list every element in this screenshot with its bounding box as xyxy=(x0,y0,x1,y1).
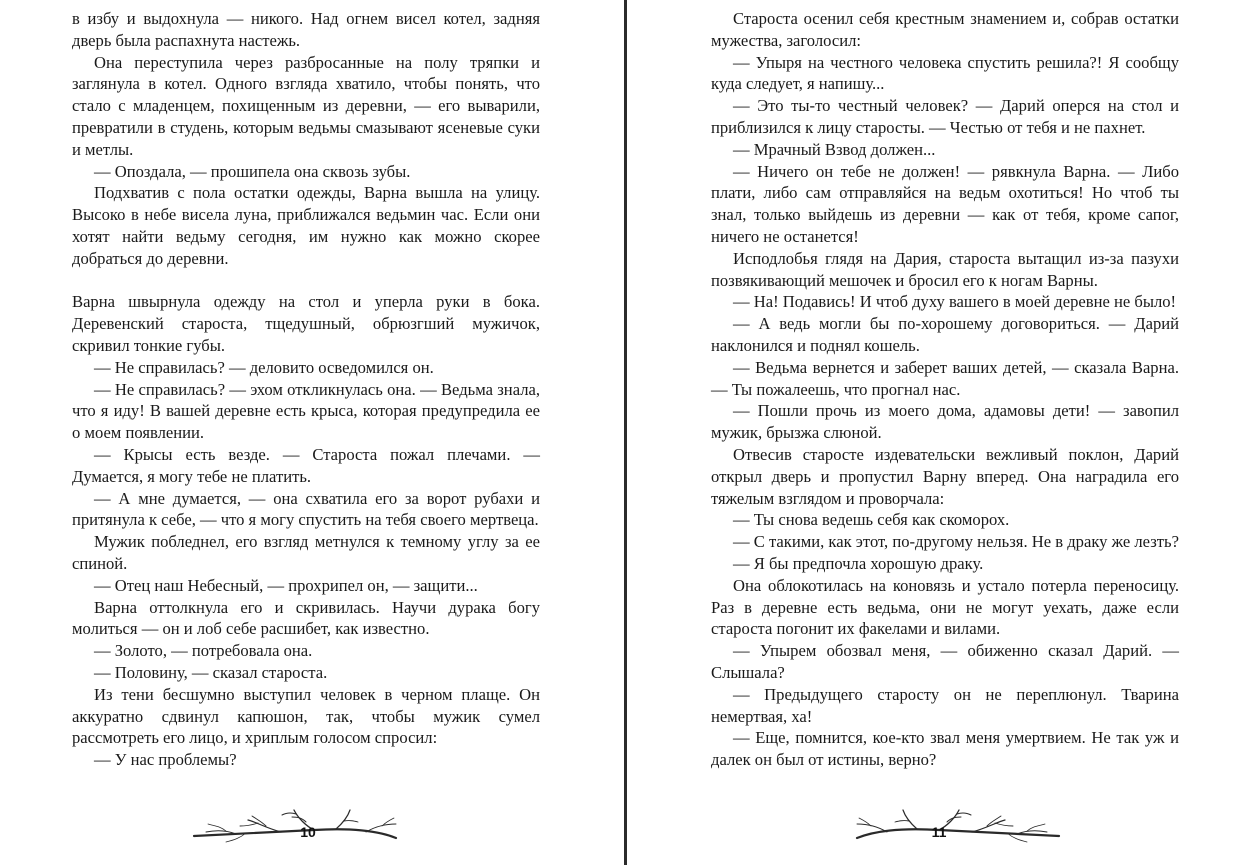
paragraph: — Не справилась? — эхом откликнулась она. — Ведьма знала, что я иду! В вашей деревне есть крыса, которая предупредила ее о моем появлении. xyxy=(72,379,540,443)
paragraph: Подхватив с пола остатки одежды, Варна вышла на улицу. Высоко в небе висела луна, приближался ведьмин час. Если они хотят найти ведьму сегодня, им нужно как можно скорее добраться до деревни. xyxy=(72,183,540,268)
paragraph: — Половину, — сказал староста. xyxy=(94,662,328,682)
paragraph: Из тени бесшумно выступил человек в черном плаще. Он аккуратно сдвинул капюшон, так, чтобы мужик сумел рассмотреть его лицо, и хриплым голосом спросил: xyxy=(72,684,540,748)
paragraph: Она переступила через разбросанные на полу тряпки и заглянула в котел. Одного взгляда хватило, чтобы понять, что стало с младенцем, похищенным из деревни, — его выварили, превратили в студень, которым ведьмы смазывают ясеневые суки и метлы. xyxy=(72,52,540,159)
paragraph: — Ведьма вернется и заберет ваших детей, — сказала Варна. — Ты пожалеешь, что прогнал нас. xyxy=(711,357,1179,399)
paragraph: — Ты снова ведешь себя как скоморох. xyxy=(733,510,1010,530)
paragraph: Мужик побледнел, его взгляд метнулся к темному углу за ее спиной. xyxy=(72,532,540,573)
paragraph: — Крысы есть везде. — Староста пожал плечами. — Думается, я могу тебе не платить. xyxy=(72,444,540,486)
paragraph: в избу и выдохнула — никого. Над огнем висел котел, задняя дверь была распахнута настежь. xyxy=(72,9,540,50)
paragraph: Варна швырнула одежду на стол и уперла руки в бока. Деревенский староста, тщедушный, обрюзгший мужичок, скривил тонкие губы. xyxy=(72,292,540,355)
right-page-text xyxy=(711,8,1179,771)
paragraph: Отвесив старосте издевательски вежливый поклон, Дарий открыл дверь и пропустил Варну вперед. Она наградила его тяжелым взглядом и проворчала: xyxy=(711,444,1179,508)
paragraph: — Я бы предпочла хорошую драку. xyxy=(733,553,984,573)
paragraph: Варна оттолкнула его и скривилась. Научи дурака богу молиться — он и лоб себе расшибет, как известно. xyxy=(72,597,540,639)
paragraph: — Предыдущего старосту он не переплюнул. Тварина немертвая, ха! xyxy=(711,684,1179,726)
paragraph: — А ведь могли бы по-хорошему договориться. — Дарий наклонился и поднял кошель. xyxy=(711,314,1179,355)
paragraph: — Опоздала, — прошипела она сквозь зубы. xyxy=(94,161,411,181)
paragraph: Староста осенил себя крестным знамением и, собрав остатки мужества, заголосил: xyxy=(711,9,1179,50)
paragraph: Исподлобья глядя на Дария, староста вытащил из-за пазухи позвякивающий мешочек и бросил его к ногам Варны. xyxy=(711,248,1179,290)
paragraph: — Золото, — потребовала она. xyxy=(94,641,313,661)
page-number: 11 xyxy=(931,824,947,840)
page-number: 10 xyxy=(300,824,316,840)
paragraph: — Упыря на честного человека спустить решила?! Я сообщу куда следует, я напишу... xyxy=(711,52,1179,94)
paragraph: — На! Подавись! И чтоб духу вашего в моей деревне не было! xyxy=(733,292,1177,312)
page-footer xyxy=(186,804,446,848)
paragraph: — Ничего он тебе не должен! — рявкнула Варна. — Либо плати, либо сам отправляйся на ведьм охотиться! Но чтоб ты знал, только выйдешь из деревни — как от тебя, кроме сапог, ничего не останется! xyxy=(711,161,1179,246)
paragraph: — У нас проблемы? xyxy=(94,750,237,770)
paragraph: — А мне думается, — она схватила его за ворот рубахи и притянула к себе, — что я могу спустить на тебя своего мертвеца. xyxy=(72,488,540,530)
scene-break xyxy=(72,270,540,292)
page-footer xyxy=(807,804,1067,848)
paragraph: — Еще, помнится, кое-кто звал меня умертвием. Не так уж и далек он был от истины, верно? xyxy=(711,728,1179,770)
right-page xyxy=(627,0,1250,865)
left-page xyxy=(0,0,624,865)
paragraph: — С такими, как этот, по-другому нельзя. Не в драку же лезть? xyxy=(733,532,1179,552)
left-page-text xyxy=(72,8,540,771)
paragraph: — Это ты-то честный человек? — Дарий оперся на стол и приблизился к лицу старосты. — Честью от тебя и не пахнет. xyxy=(711,96,1179,137)
paragraph: — Отец наш Небесный, — прохрипел он, — защити... xyxy=(94,575,478,595)
paragraph: Она облокотилась на коновязь и устало потерла переносицу. Раз в деревне есть ведьма, они не могут уехать, даже если староста погонит их факелами и вилами. xyxy=(711,575,1179,639)
paragraph: — Упырем обозвал меня, — обиженно сказал Дарий. — Слышала? xyxy=(711,641,1179,682)
paragraph: — Не справилась? — деловито осведомился он. xyxy=(94,357,434,377)
paragraph: — Пошли прочь из моего дома, адамовы дети! — завопил мужик, брызжа слюной. xyxy=(711,401,1179,443)
paragraph: — Мрачный Взвод должен... xyxy=(733,139,936,159)
